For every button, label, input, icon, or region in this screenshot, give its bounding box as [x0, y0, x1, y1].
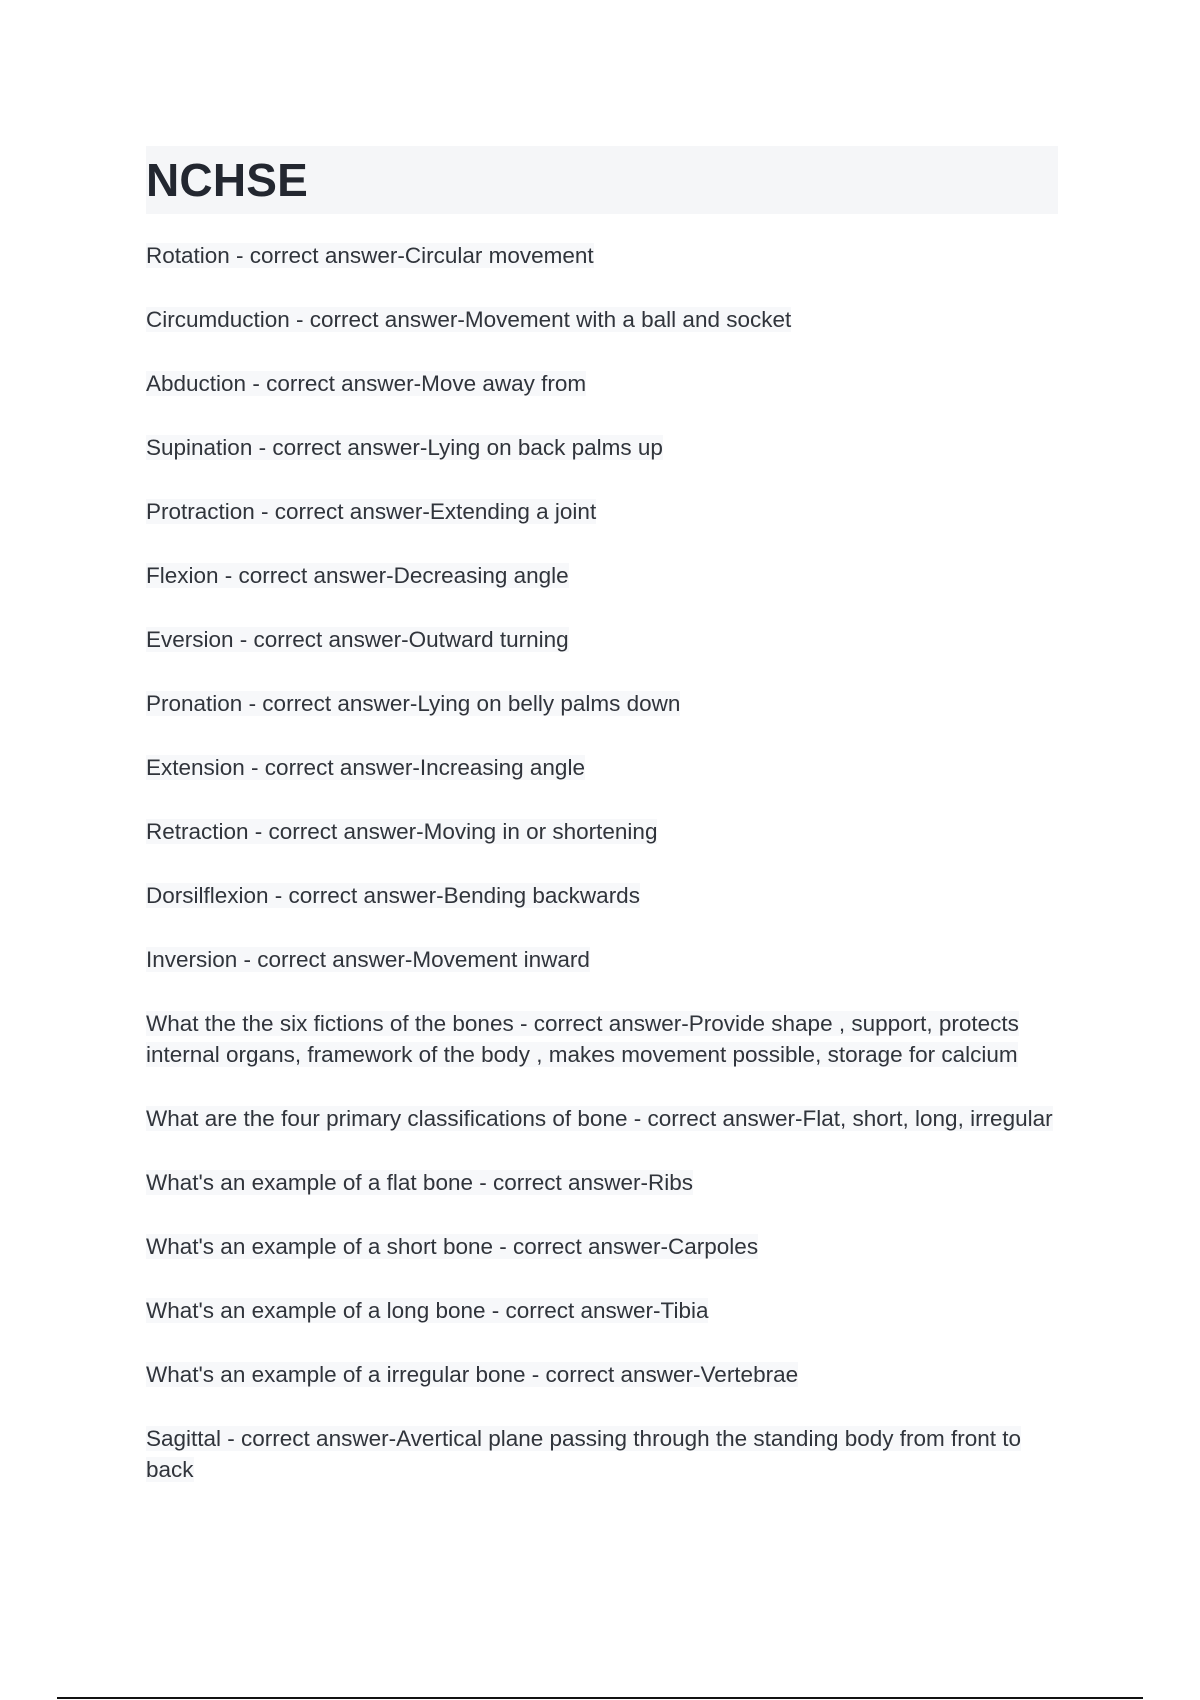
qa-item: Rotation - correct answer-Circular movement	[146, 243, 594, 268]
qa-item: Eversion - correct answer-Outward turning	[146, 627, 569, 652]
title-bar	[146, 146, 1058, 214]
qa-item: Extension - correct answer-Increasing angle	[146, 755, 585, 780]
qa-item: Inversion - correct answer-Movement inward	[146, 947, 590, 972]
qa-item: What the the six fictions of the bones - correct answer-Provide shape , support, protects internal organs, framework of the body , makes movement possible, storage for calcium	[146, 1011, 1019, 1067]
qa-item: Sagittal - correct answer-Avertical plane passing through the standing body from front to back	[146, 1426, 1022, 1482]
qa-item: Pronation - correct answer-Lying on belly palms down	[146, 691, 681, 716]
qa-item: Protraction - correct answer-Extending a joint	[146, 499, 597, 524]
page-title: NCHSE	[146, 154, 309, 206]
qa-item: Retraction - correct answer-Moving in or shortening	[146, 819, 658, 844]
qa-item: What are the four primary classifications of bone - correct answer-Flat, short, long, irregular	[146, 1106, 1053, 1131]
qa-item: What's an example of a irregular bone - correct answer-Vertebrae	[146, 1362, 799, 1387]
qa-item: Dorsilflexion - correct answer-Bending backwards	[146, 883, 640, 908]
qa-item: Supination - correct answer-Lying on back palms up	[146, 435, 663, 460]
qa-item: Flexion - correct answer-Decreasing angle	[146, 563, 569, 588]
qa-item: What's an example of a long bone - correct answer-Tibia	[146, 1298, 709, 1323]
qa-item: What's an example of a short bone - correct answer-Carpoles	[146, 1234, 759, 1259]
qa-item: Abduction - correct answer-Move away from	[146, 371, 587, 396]
footer-divider	[57, 1697, 1143, 1699]
qa-item: Circumduction - correct answer-Movement with a ball and socket	[146, 307, 792, 332]
qa-item: What's an example of a flat bone - correct answer-Ribs	[146, 1170, 694, 1195]
qa-list	[146, 240, 1066, 1518]
